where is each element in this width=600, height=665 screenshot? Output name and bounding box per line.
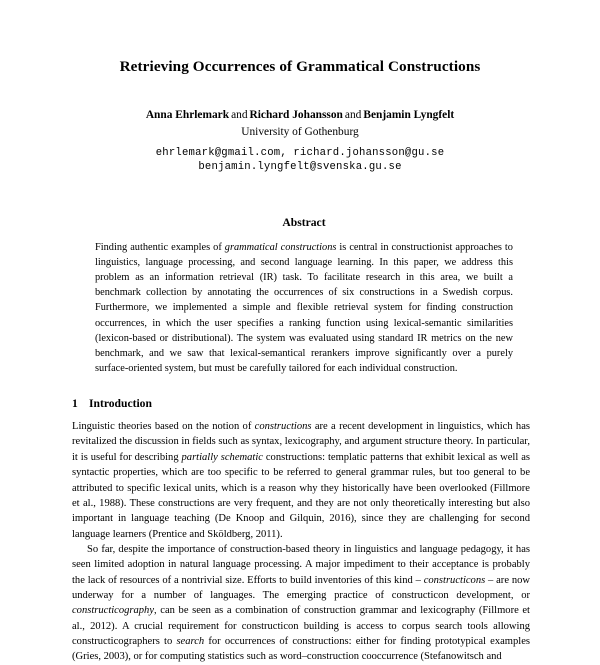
author-list <box>0 76 600 123</box>
section-heading-introduction <box>0 376 600 410</box>
paragraph-2-text-2: – are now underway for a number of languages. The emerging practice of constructicon development, or <box>72 574 530 601</box>
abstract-body <box>95 240 513 376</box>
paragraph-2-text-1: So far, despite the importance of construction-based theory in linguistics and language pedagogy, it has seen limited adoption in natural language processing. A major impediment to their acceptance is probably the lack of resources of a nontrivial size. Efforts to build inventories of this kind – <box>72 543 530 586</box>
abstract-heading: Abstract <box>282 215 326 229</box>
author-name-2: Richard Johansson <box>249 109 343 121</box>
paragraph-2 <box>0 542 600 665</box>
paragraph-2-text-3: , can be seen as a combination of construction grammar and lexicography (Fillmore et al., 2012). A crucial requirement for constructicon building is access to corpus search tools allowing constructicographers to <box>72 605 530 647</box>
abstract-text-1: Finding authentic examples of <box>95 241 225 253</box>
email-line-2: benjamin.lyngfelt@svenska.gu.se <box>198 161 402 174</box>
email-line-1: ehrlemark@gmail.com, richard.johansson@gu.se <box>155 146 445 159</box>
author-name-3: Benjamin Lyngfelt <box>363 109 455 121</box>
paragraph-2-italic-2: constructicography <box>72 605 155 617</box>
author-emails <box>0 140 600 175</box>
paragraph-1 <box>0 410 600 542</box>
affiliation: University of Gothenburg <box>241 125 359 138</box>
paragraph-2-text-4: for occurrences of constructions: either for finding prototypical examples (Gries, 2003), or for computing statistics such as word–construction cooccurrence (Stefanowitsch and <box>72 635 530 663</box>
paragraph-2-italic-1: constructicons <box>423 574 486 586</box>
paragraph-2-italic-3: search <box>176 635 205 647</box>
author-conjunction-1: and <box>231 109 248 121</box>
page-title: Retrieving Occurrences of Grammatical Constructions <box>119 58 481 75</box>
paragraph-1-text-1: Linguistic theories based on the notion of <box>72 421 255 433</box>
paragraph-1-text-2: are a recent development in linguistics, which has revitalized the discussion in fields such as syntax, lexicography, and argument structure theory. In particular, it is useful for describing <box>72 421 530 463</box>
section-title: Introduction <box>89 397 152 411</box>
author-conjunction-2: and <box>344 109 362 121</box>
paragraph-1-italic-1: constructions <box>254 421 312 433</box>
paragraph-1-italic-2: partially schematic <box>181 451 263 463</box>
author-name-1: Anna Ehrlemark <box>145 109 230 121</box>
abstract-italic-1: grammatical constructions <box>224 241 337 253</box>
abstract-text-2: is central in constructionist approaches to linguistics, language processing, and second language learning. In this paper, we address this problem as an information retrieval (IR) task. To facilitate research in this area, we built a benchmark collection by annotating the occurrences of six constructions in a Swedish corpus. Furthermore, we implemented a simple and flexible retrieval system for finding construction occurrences, in which the user specifies a ranking function using lexical-semantic similarities (lexicon-based or distributional). The system was evaluated using standard IR metrics on the new benchmark, and we saw that lexical-semantical rerankers improve significantly over a purely surface-oriented system, but must be carefully tailored for each individual construction. <box>95 241 513 374</box>
abstract-section <box>0 175 600 376</box>
section-number: 1 <box>72 397 78 411</box>
paragraph-1-text-3: constructions: templatic patterns that exhibit lexical as well as syntactic properties, which are too specific to be referred to general grammar rules, but too general to be attributed to specific lexical units, which is a reason why they historically have been overlooked (Fillmore et al., 1988). These constructions are very frequent, and they are not only theoretically interesting but also important in language teaching (De Knoop and Gilquin, 2016), since they are challenging for second language learners (Prentice and Sköldberg, 2011). <box>72 451 530 540</box>
